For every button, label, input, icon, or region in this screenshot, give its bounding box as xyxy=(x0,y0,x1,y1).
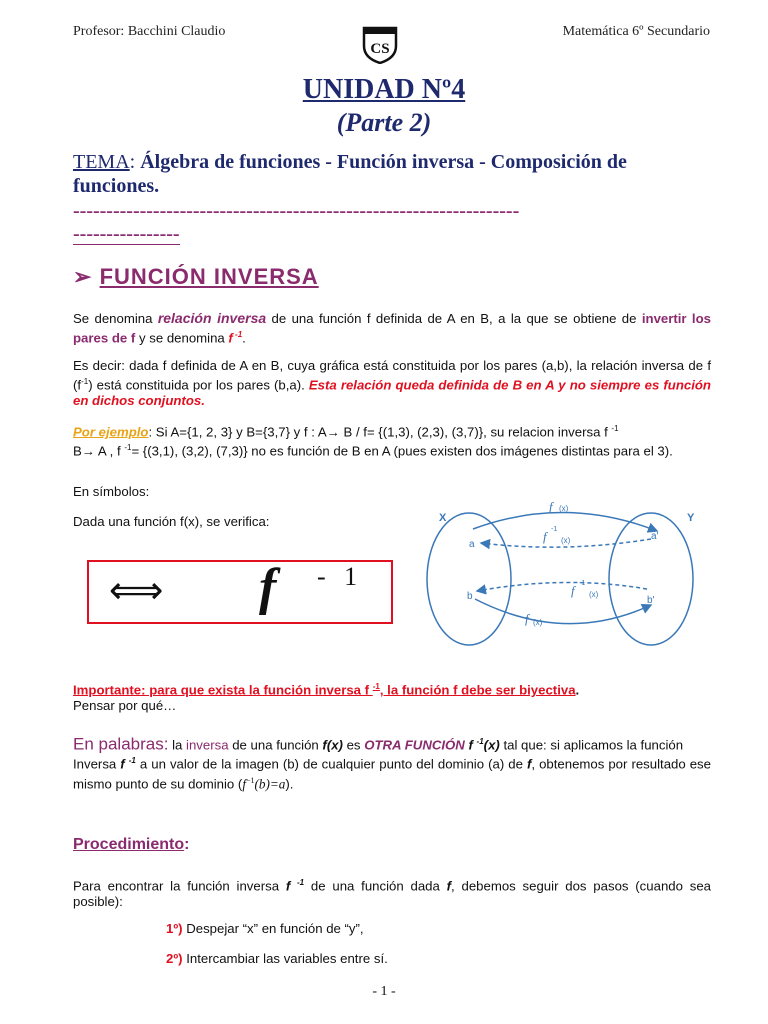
header-teacher: Profesor: Bacchini Claudio xyxy=(73,24,226,39)
page-number: - 1 - xyxy=(372,984,396,999)
section-title xyxy=(73,264,319,290)
label-finv-top: f xyxy=(543,529,547,544)
label-finv-bottom: f xyxy=(571,583,575,598)
unit-title: UNIDAD Nº4 xyxy=(302,74,466,105)
separator-line-1: ------------------------------------------------------------------- xyxy=(73,200,520,222)
label-f-bottom: f xyxy=(525,611,529,626)
label-f-top-arg: (x) xyxy=(559,504,569,513)
topic: TEMA: Álgebra de funciones - Función inversa - Composición de funciones. xyxy=(73,151,627,197)
label-finv-top-exp: -1 xyxy=(551,526,558,533)
double-arrow-icon: ⟺ xyxy=(109,568,164,612)
formula-f: f xyxy=(259,559,277,616)
finv-bottom-arrow xyxy=(477,582,647,591)
verify-label: Dada una función f(x), se verifica: xyxy=(73,514,270,529)
label-f-top: f xyxy=(549,499,553,514)
set-x-label: X xyxy=(439,512,447,524)
unit-subtitle: (Parte 2) xyxy=(336,108,432,137)
header-subject: Matemática 6º Secundario xyxy=(562,24,710,39)
set-x-ellipse xyxy=(427,513,511,645)
important-note: Importante: para que exista la función inversa f $^{-1}$, la función f debe ser biyectiva. Pensar por qué… xyxy=(73,682,580,714)
logo-letters: CS xyxy=(370,41,390,57)
point-a: a xyxy=(469,539,475,550)
point-a-prime: a' xyxy=(651,531,659,542)
inverse-function-diagram xyxy=(425,495,715,655)
formula-box xyxy=(87,560,393,624)
step-2: 2º) Intercambiar las variables entre sí. xyxy=(166,951,388,966)
f-top-arrow xyxy=(473,512,657,531)
point-b: b xyxy=(467,591,473,602)
topic-label: TEMA xyxy=(73,151,130,173)
label-f-bottom-arg: (x) xyxy=(533,618,543,627)
separator-line-2: ---------------- xyxy=(73,224,180,245)
section-title-text: FUNCIÓN INVERSA xyxy=(99,264,319,289)
in-words-paragraph: En palabras: la inversa de una función f(x) es OTRA FUNCIÓN f $^{-1}$(x) tal que: si aplicamos la función Inversa f $^{-1}$ a un valor de la imagen (b) de cualquier punto del dominio (a) de f, obtenemos por resultado ese mismo punto de su dominio $(f^{-1}(b)=a)$. xyxy=(73,734,711,792)
arrow-bullet-icon: ➢ xyxy=(73,264,93,289)
point-b-prime: b' xyxy=(647,595,655,606)
example-paragraph: Por ejemplo: Si A={1, 2, 3} y B={3,7} y f : A→ B / f= {(1,3), (2,3), (3,7)}, su relacion inversa f $^{-1}$ B→ A , f $^{-1}$= {(3,1), (3,2), (7,3)} no es función de B en A (pues existen dos imágenes distintas para el 3). xyxy=(73,424,673,459)
formula-exponent: - 1 xyxy=(317,562,364,591)
procedure-paragraph: Para encontrar la función inversa f $^{-1}$ de una función dada f, debemos seguir dos pasos (cuando sea posible): xyxy=(73,878,711,910)
topic-text: Álgebra de funciones - Función inversa - Composición de funciones. xyxy=(73,151,627,197)
symbols-label: En símbolos: xyxy=(73,484,150,499)
set-y-label: Y xyxy=(687,512,695,524)
procedure-title: Procedimiento: xyxy=(73,836,190,853)
label-finv-bottom-exp: -1 xyxy=(579,580,586,587)
label-finv-top-arg: (x) xyxy=(561,536,571,545)
explanation-paragraph: Es decir: dada f definida de A en B, cuya gráfica está constituida por los pares (a,b), la relación inversa de f $(f^{-1})$ está constituida por los pares (b,a). Esta relación queda definida de B en A y no siempre es función en dichos conjuntos. xyxy=(73,358,711,409)
definition-paragraph: Se denomina relación inversa de una función f definida de A en B, a la que se obtiene de invertir los pares de f y se denomina f $^{-1}$. xyxy=(73,310,711,346)
school-logo xyxy=(360,24,400,64)
step-1: 1º) Despejar “x” en función de “y”, xyxy=(166,921,364,936)
label-finv-bottom-arg: (x) xyxy=(589,590,599,599)
